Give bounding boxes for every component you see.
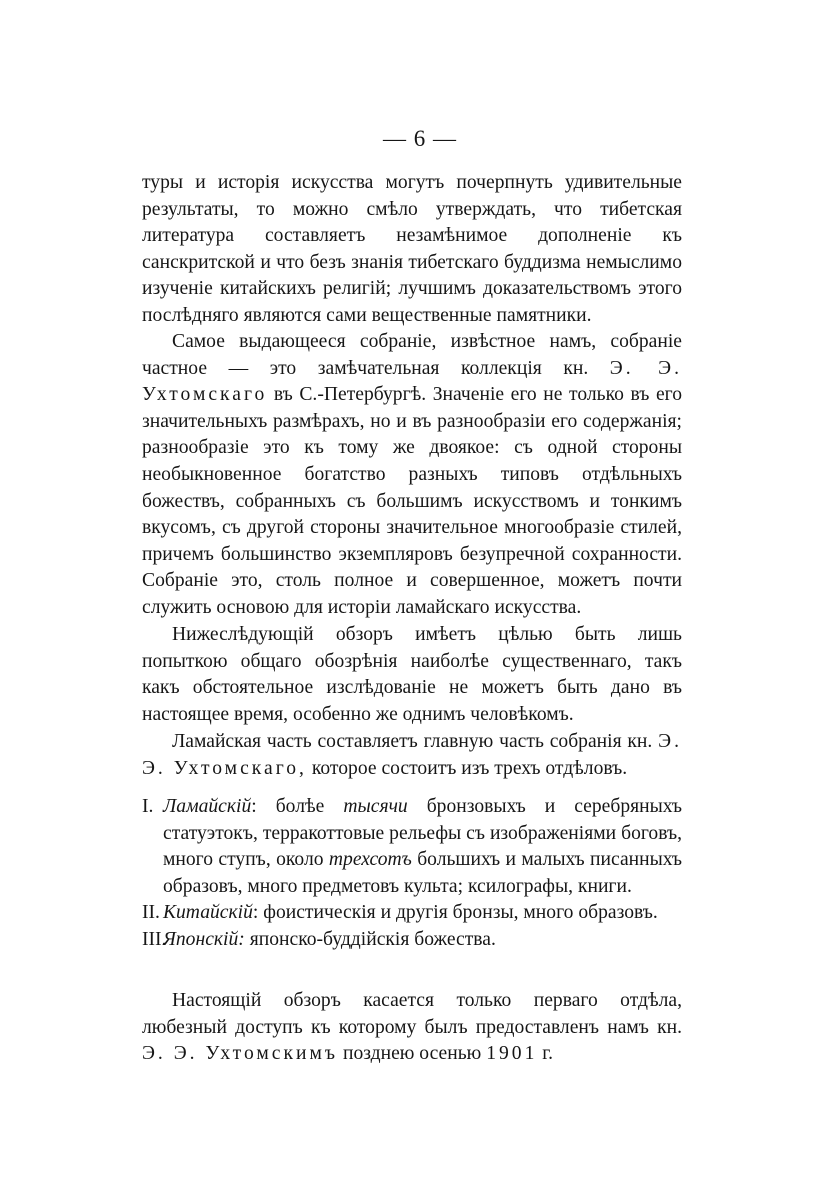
closing-text-a: Настоящій обзоръ касается только перваго отдѣла, любезный доступъ къ которому былъ предоставленъ намъ кн. [142, 990, 682, 1038]
paragraph-collection [142, 329, 682, 622]
para-closing-block [142, 988, 682, 1068]
list-item-text [163, 794, 682, 900]
department-title: Китайскій [163, 902, 253, 924]
list-text: : болѣе [251, 796, 344, 817]
paragraph-overview: Нижеслѣдующій обзоръ имѣетъ цѣлью быть лишь попыткою общаго обозрѣнія наиболѣе существеннаго, такъ какъ обстоятельное изслѣдованіе не можетъ быть дано въ настоящее время, особенно же однимъ человѣкомъ. [142, 624, 682, 725]
closing-text-c: г. [542, 1043, 554, 1065]
list-number: II. [142, 902, 160, 924]
list-text: бронзовыхъ и серебряныхъ статуэтокъ, терракоттовые рельефы съ изображеніями боговъ, много ступъ, около [163, 796, 682, 871]
list-item-text [163, 927, 682, 954]
list-item-text [163, 900, 682, 927]
list-number: III. [142, 928, 167, 950]
list-item [142, 927, 682, 954]
paragraph-lamaist-text-b: которое состоитъ изъ трехъ отдѣловъ. [311, 757, 628, 779]
para-continuation-block [142, 170, 682, 330]
paragraph-collection-text-b: въ С.-Петербургѣ. Значеніе его не только въ его значительныхъ размѣрахъ, но и въ разнообразіи его содержанія; разнообразіе это къ тому же двоякое: съ одной стороны необыкновенное богатство разныхъ типовъ отдѣльныхъ божествъ, собранныхъ съ большимъ искусствомъ и тонкимъ вкусомъ, съ другой стороны значительное многообразіе стилей, причемъ большинство экземпляровъ безупречной сохранности. Собраніе это, столь полное и совершенное, можетъ почти служить основою для исторіи ламайскаго искусства. [142, 384, 682, 618]
para-overview-block [142, 622, 682, 728]
paragraph-continuation: туры и исторія искусства могутъ почерпнуть удивительные результаты, то можно смѣло утверждать, что тибетская литература составляетъ незамѣнимое дополненіе къ санскритской и что безъ знанія тибетскаго буддизма немыслимо изученіе китайскихъ религій; лучшимъ доказательствомъ этого послѣдняго являются сами вещественные памятники. [142, 172, 682, 326]
paragraph-lamaist-part [142, 729, 682, 782]
closing-text-b: позднею осенью [342, 1043, 482, 1065]
list-text: : фоистическія и другія бронзы, много образовъ. [252, 902, 658, 924]
list-text: большихъ и малыхъ писанныхъ образовъ, много предметовъ культа; ксилографы, книги. [163, 849, 682, 897]
list-item [142, 900, 682, 927]
para-lamaist-block [142, 729, 682, 782]
list-number: I. [142, 796, 154, 817]
emphasis: трехсотъ [328, 849, 412, 871]
department-title: Ламайскій [163, 796, 252, 817]
page-number: — 6 — [383, 126, 457, 151]
prince-name: Э. Э. Ухтомскаго [142, 357, 682, 406]
list-text: японско-буддійскія божества. [244, 928, 496, 950]
paragraph-closing [142, 988, 682, 1068]
emphasis: тысячи [343, 796, 408, 817]
list-item [142, 794, 682, 900]
prince-name: Э. Э. Ухтомскаго, [142, 731, 682, 779]
paragraph-collection-text-a: Самое выдающееся собраніе, извѣстное намъ, собраніе частное — это замѣчательная коллекція кн. [142, 331, 682, 379]
year: 1901 [486, 1043, 538, 1065]
prince-name: Э. Э. Ухтомскимъ [142, 1043, 339, 1065]
para-collection-block [142, 329, 682, 622]
department-list [142, 794, 682, 954]
department-title: Японскій: [163, 928, 245, 950]
paragraph-lamaist-text-a: Ламайская часть составляетъ главную часть собранія кн. [172, 731, 653, 752]
